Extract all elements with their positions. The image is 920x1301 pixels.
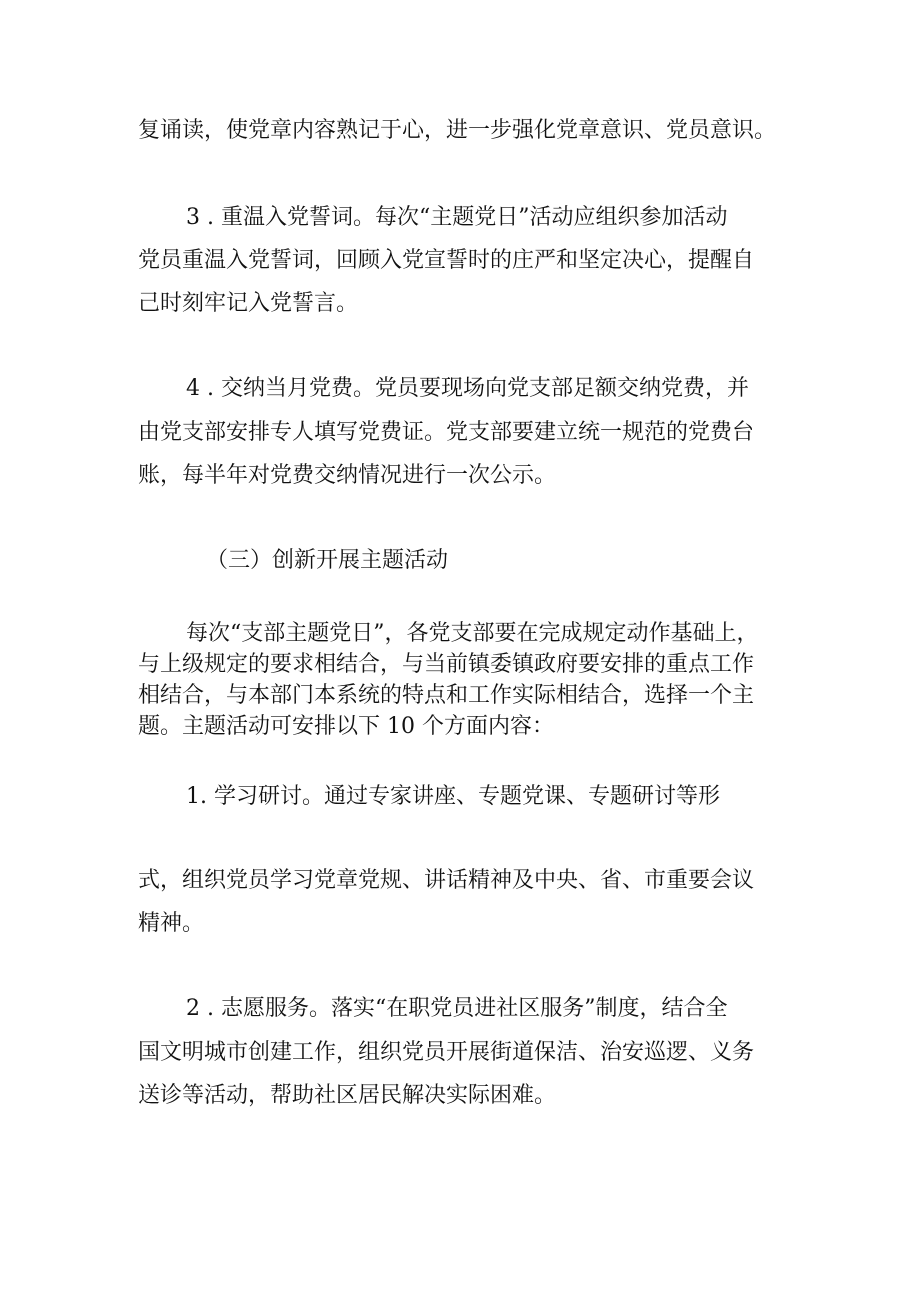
paragraph-line: 与上级规定的要求相结合，与当前镇委镇政府要安排的重点工作 [138, 652, 755, 677]
paragraph-line: 国文明城市创建工作，组织党员开展街道保洁、治安巡逻、义务 [138, 1040, 755, 1065]
paragraph-line: 党员重温入党誓词，回顾入党宣誓时的庄严和坚定决心，提醒自 [138, 248, 755, 273]
paragraph-line: 每次“支部主题党日”，各党支部要在完成规定动作基础上， [186, 621, 759, 646]
paragraph-line: 账，每半年对党费交纳情况进行一次公示。 [138, 463, 557, 488]
paragraph-line: 由党支部安排专人填写党费证。党支部要建立统一规范的党费台 [138, 420, 755, 445]
section-heading: （三）创新开展主题活动 [206, 548, 449, 573]
paragraph-line: 3 . 重温入党誓词。每次“主题党日”活动应组织参加活动 [186, 205, 728, 230]
paragraph-line: 己时刻牢记入党誓言。 [138, 291, 359, 316]
paragraph-line: 式，组织党员学习党章党规、讲话精神及中央、省、市重要会议 [138, 868, 755, 893]
paragraph-line: 送诊等活动，帮助社区居民解决实际困难。 [138, 1083, 557, 1108]
paragraph-line: 精神。 [138, 911, 205, 936]
paragraph-line: 1. 学习研讨。通过专家讲座、专题党课、专题研讨等形 [186, 784, 720, 809]
paragraph-line: 4 . 交纳当月党费。党员要现场向党支部足额交纳党费，并 [186, 376, 749, 401]
paragraph-line: 2 . 志愿服务。落实“在职党员进社区服务”制度，结合全 [186, 996, 728, 1021]
paragraph-line: 相结合，与本部门本系统的特点和工作实际相结合，选择一个主 [138, 683, 755, 708]
paragraph-line: 复诵读，使党章内容熟记于心，进一步强化党章意识、党员意识。 [138, 118, 777, 143]
paragraph-line: 题。主题活动可安排以下 10 个方面内容： [138, 714, 554, 739]
